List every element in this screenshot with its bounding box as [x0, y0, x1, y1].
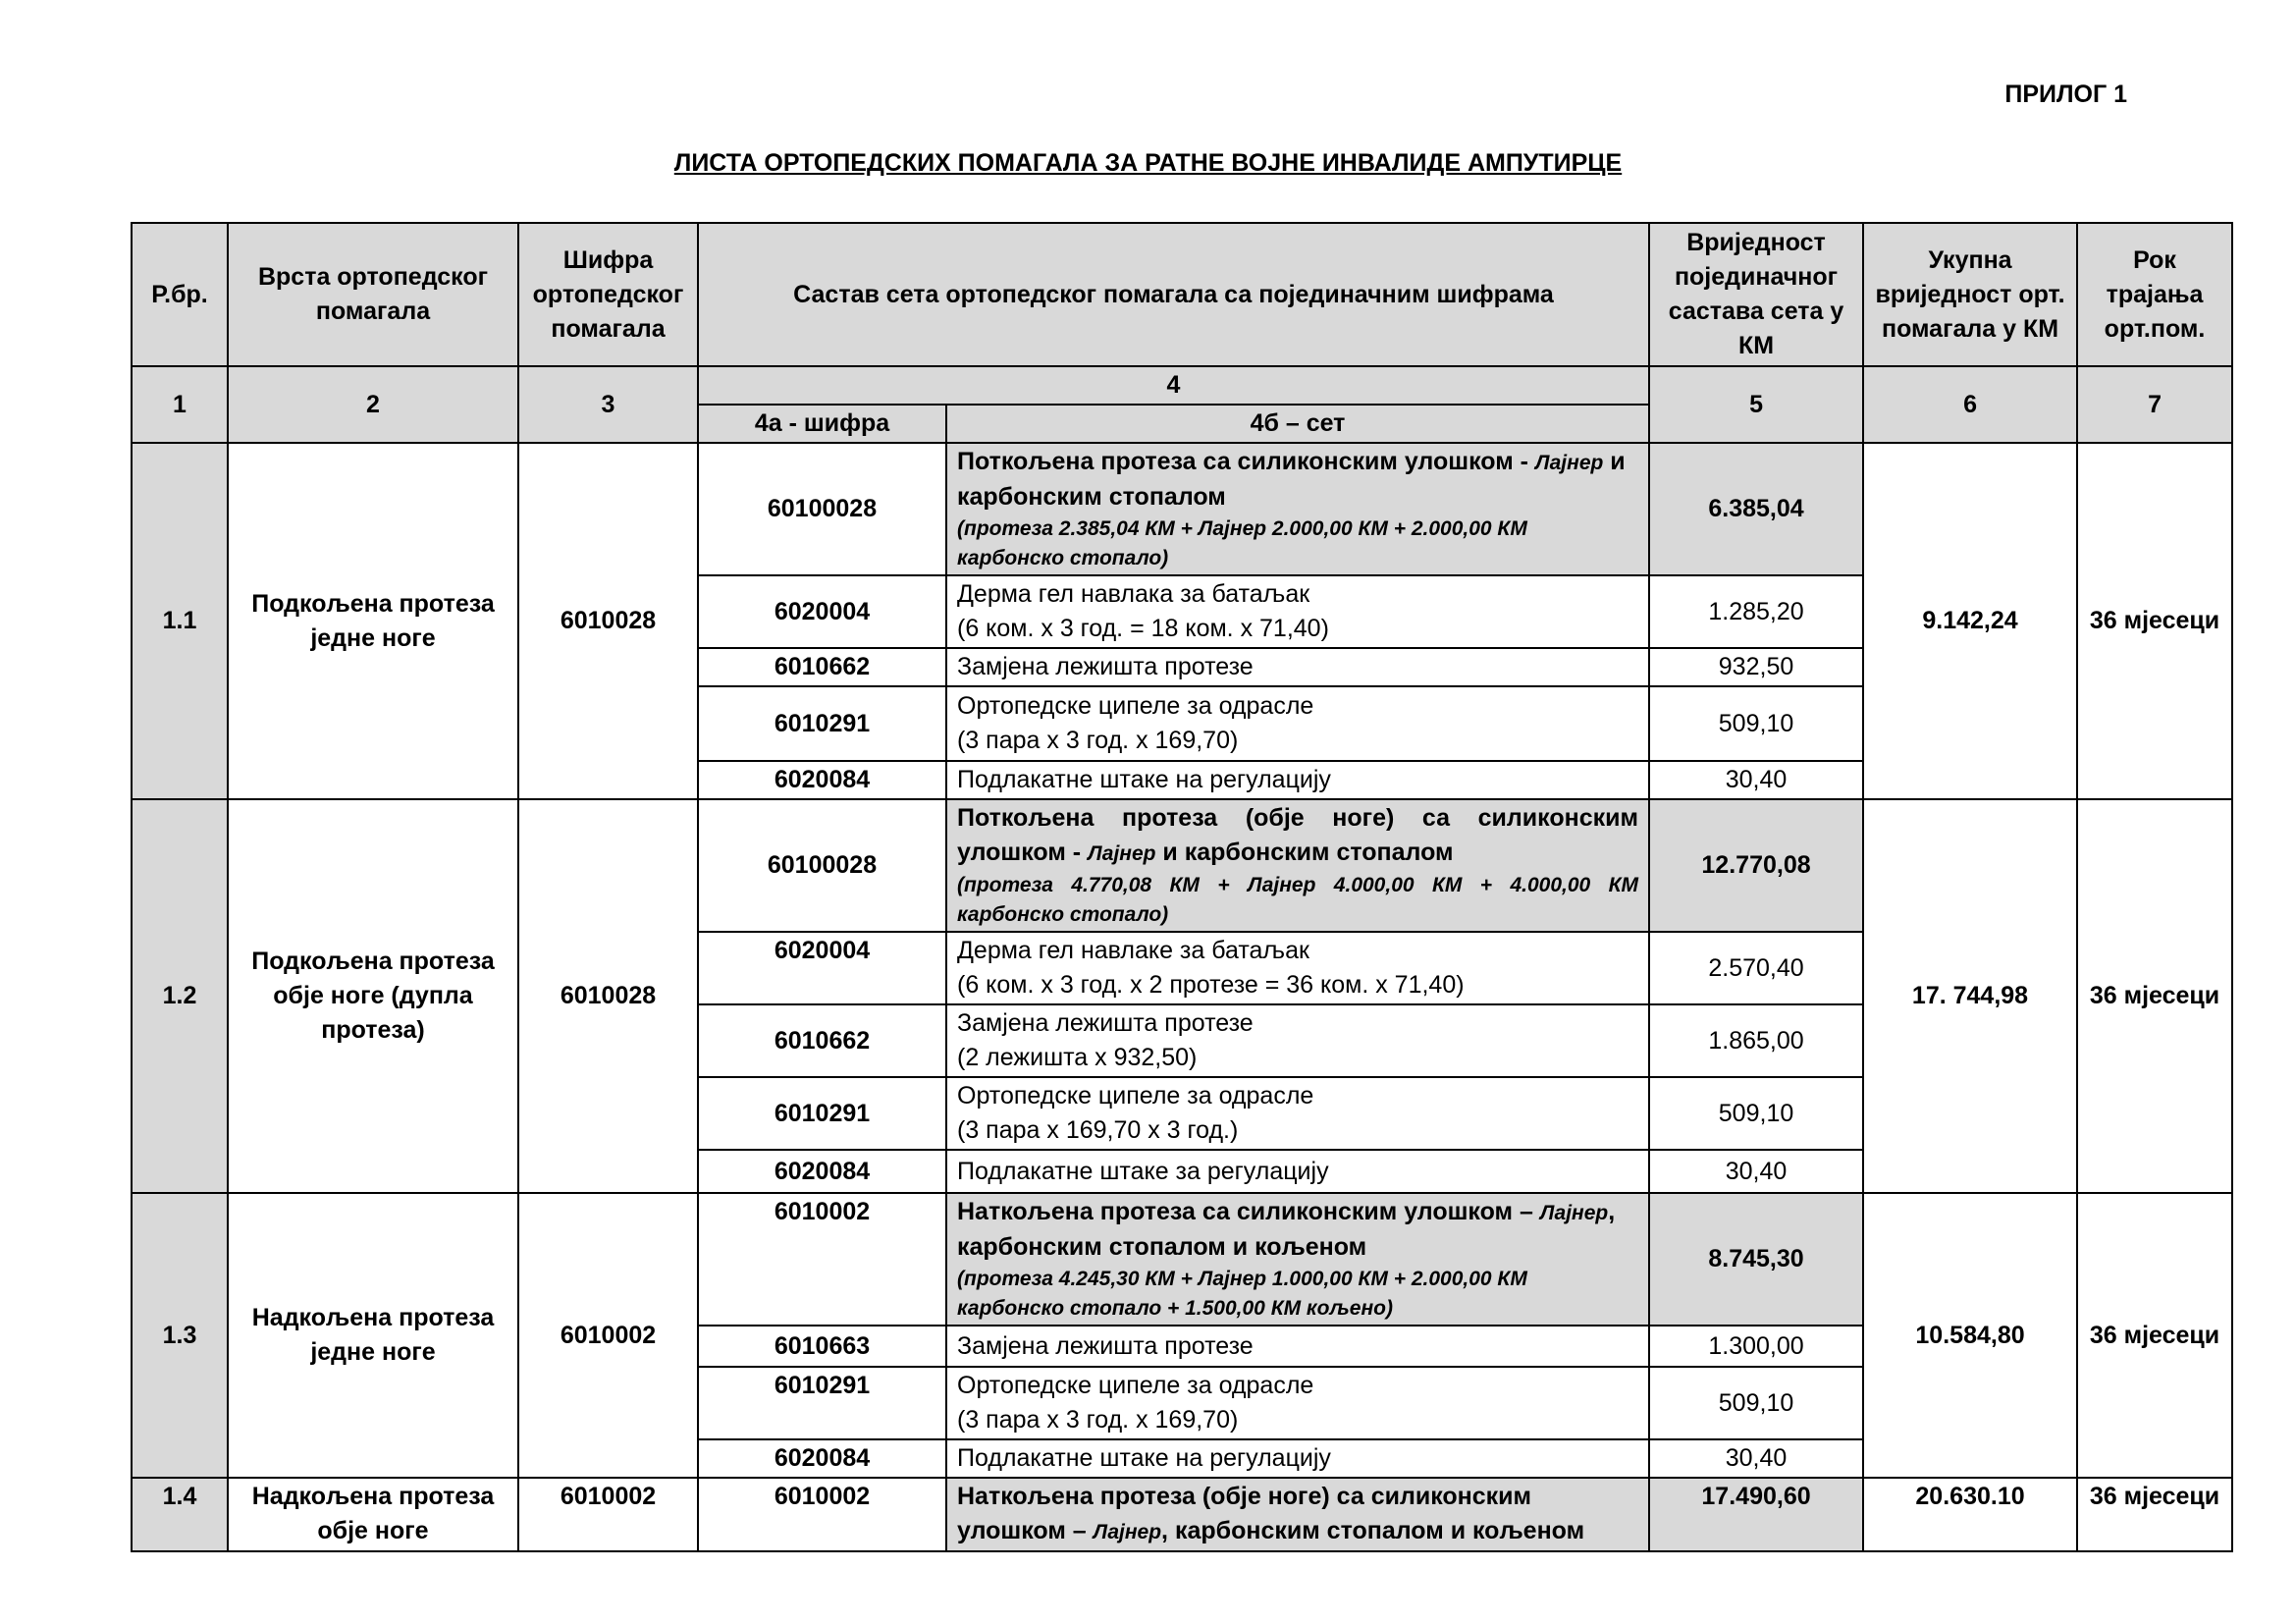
item-set	[946, 1478, 1649, 1551]
item-code: 6010002	[698, 1478, 946, 1551]
header-total: Укупна вриједност орт. помагала у КМ	[1863, 223, 2077, 366]
item-line-2: (6 ком. х 3 год. = 18 ком. х 71,40)	[957, 615, 1329, 642]
item-line-1: Ортопедске ципеле за одрасле	[957, 1082, 1314, 1110]
item-line-2: (3 пара х 3 год. х 169,70)	[957, 1406, 1239, 1434]
header-value: Вриједност појединачног састава сета у КМ	[1649, 223, 1863, 366]
liner-label: Лајнер	[1093, 1521, 1162, 1543]
header-sub-4b: 4б – сет	[946, 405, 1649, 443]
header-num-7: 7	[2077, 366, 2232, 443]
item-line-2: (6 ком. х 3 год. х 2 протезе = 36 ком. х 71,40)	[957, 971, 1465, 999]
item-value: 1.300,00	[1649, 1326, 1863, 1367]
aid-code: 6010002	[518, 1193, 698, 1478]
annex-label: ПРИЛОГ 1	[2004, 81, 2127, 108]
liner-label: Лајнер	[1088, 842, 1156, 865]
item-set-text-2: , карбонским стопалом и кољеном	[1161, 1517, 1585, 1544]
item-set: Подлакатне штаке за регулацију	[946, 1150, 1649, 1193]
duration: 36 мјесеци	[2077, 443, 2232, 799]
item-code: 6010291	[698, 1367, 946, 1439]
table-row	[132, 1478, 2232, 1551]
item-value: 17.490,60	[1649, 1478, 1863, 1551]
header-num-6: 6	[1863, 366, 2077, 443]
total-value: 9.142,24	[1863, 443, 2077, 799]
liner-label: Лајнер	[1534, 452, 1604, 474]
item-note: (протеза 4.770,08 КМ + Лајнер 4.000,00 КМ + 4.000,00 КМ карбонско стопало)	[957, 874, 1639, 926]
item-set: Подлакатне штаке на регулацију	[946, 761, 1649, 799]
duration: 36 мјесеци	[2077, 1193, 2232, 1478]
row-number: 1.1	[132, 443, 228, 799]
item-value: 6.385,04	[1649, 443, 1863, 575]
aid-type: Подкољена протеза једне ноге	[228, 443, 518, 799]
item-value: 509,10	[1649, 1077, 1863, 1150]
duration: 36 мјесеци	[2077, 1478, 2232, 1551]
item-value: 30,40	[1649, 1150, 1863, 1193]
item-set-text-2: и карбонским стопалом	[957, 448, 1626, 511]
item-code: 6020004	[698, 575, 946, 648]
header-composition: Састав сета ортопедског помагала са појединачним шифрама	[698, 223, 1649, 366]
table-row	[132, 799, 2232, 932]
total-value: 10.584,80	[1863, 1193, 2077, 1478]
duration: 36 мјесеци	[2077, 799, 2232, 1193]
item-code: 6020004	[698, 932, 946, 1004]
item-line-1: Замјена лежишта протезе	[957, 1009, 1254, 1037]
liner-label: Лајнер	[1539, 1202, 1609, 1224]
header-number-row	[132, 366, 2232, 405]
header-num-2: 2	[228, 366, 518, 443]
orthopedic-aids-table	[131, 222, 2233, 1552]
aid-code: 6010028	[518, 443, 698, 799]
item-line-1: Дерма гел навлаке за батаљак	[957, 937, 1309, 964]
aid-type: Подкољена протеза обје ноге (дупла протеза)	[228, 799, 518, 1193]
item-line-2: (2 лежишта х 932,50)	[957, 1044, 1198, 1071]
header-num-3: 3	[518, 366, 698, 443]
aid-code: 6010028	[518, 799, 698, 1193]
item-code: 6010662	[698, 1004, 946, 1077]
item-set	[946, 932, 1649, 1004]
header-duration: Рок трајања орт.пом.	[2077, 223, 2232, 366]
header-num-4: 4	[698, 366, 1649, 405]
item-code: 6010663	[698, 1326, 946, 1367]
header-num-1: 1	[132, 366, 228, 443]
item-set	[946, 1077, 1649, 1150]
aid-code: 6010002	[518, 1478, 698, 1551]
item-note: (протеза 4.245,30 КМ + Лајнер 1.000,00 КМ + 2.000,00 КМ карбонско стопало + 1.500,00 КМ кољено)	[957, 1268, 1527, 1320]
item-set: Замјена лежишта протезе	[946, 648, 1649, 686]
item-code: 6010291	[698, 1077, 946, 1150]
item-line-1: Ортопедске ципеле за одрасле	[957, 1372, 1314, 1399]
item-value: 30,40	[1649, 761, 1863, 799]
item-line-2: (3 пара х 3 год. х 169,70)	[957, 727, 1239, 754]
item-code: 60100028	[698, 799, 946, 932]
header-num-5: 5	[1649, 366, 1863, 443]
item-value: 1.865,00	[1649, 1004, 1863, 1077]
item-code: 6020084	[698, 1439, 946, 1478]
item-set: Подлакатне штаке на регулацију	[946, 1439, 1649, 1478]
row-number: 1.2	[132, 799, 228, 1193]
item-value: 30,40	[1649, 1439, 1863, 1478]
item-set-text: Наткољена протеза са силиконским улошком –	[957, 1198, 1540, 1225]
header-sub-4a: 4а - шифра	[698, 405, 946, 443]
header-type: Врста ортопедског помагала	[228, 223, 518, 366]
item-set	[946, 443, 1649, 575]
header-rbr: Р.бр.	[132, 223, 228, 366]
item-value: 8.745,30	[1649, 1193, 1863, 1326]
item-value: 2.570,40	[1649, 932, 1863, 1004]
item-line-1: Ортопедске ципеле за одрасле	[957, 692, 1314, 720]
item-value: 509,10	[1649, 686, 1863, 761]
item-set-text: Поткољена протеза са силиконским улошком -	[957, 448, 1535, 475]
row-number: 1.4	[132, 1478, 228, 1551]
item-value: 1.285,20	[1649, 575, 1863, 648]
item-code: 6020084	[698, 761, 946, 799]
item-code: 6010002	[698, 1193, 946, 1326]
document-title: ЛИСТА ОРТОПЕДСКИХ ПОМАГАЛА ЗА РАТНЕ ВОЈНЕ ИНВАЛИДЕ АМПУТИРЦЕ	[673, 149, 1623, 177]
table-row	[132, 443, 2232, 575]
item-set	[946, 1004, 1649, 1077]
item-set-text-2: и карбонским стопалом	[1155, 839, 1454, 866]
item-set	[946, 686, 1649, 761]
total-value: 20.630.10	[1863, 1478, 2077, 1551]
item-set: Замјена лежишта протезе	[946, 1326, 1649, 1367]
item-set	[946, 1367, 1649, 1439]
header-code: Шифра ортопедског помагала	[518, 223, 698, 366]
item-set-text: Поткољена протеза (обје ноге) са силиконским улошком -	[957, 804, 1639, 866]
aid-type: Надкољена протеза обје ноге	[228, 1478, 518, 1551]
item-value: 509,10	[1649, 1367, 1863, 1439]
item-line-1: Дерма гел навлака за батаљак	[957, 580, 1310, 608]
item-set	[946, 575, 1649, 648]
row-number: 1.3	[132, 1193, 228, 1478]
item-code: 6010662	[698, 648, 946, 686]
item-code: 6020084	[698, 1150, 946, 1193]
item-value: 932,50	[1649, 648, 1863, 686]
item-code: 60100028	[698, 443, 946, 575]
item-note: (протеза 2.385,04 КМ + Лајнер 2.000,00 КМ + 2.000,00 КМ карбонско стопало)	[957, 517, 1527, 569]
item-line-2: (3 пара х 169,70 х 3 год.)	[957, 1116, 1239, 1144]
header-row	[132, 223, 2232, 366]
aid-type: Надкољена протеза једне ноге	[228, 1193, 518, 1478]
table-row	[132, 1193, 2232, 1326]
item-set-text: Наткољена протеза (обје ноге) са силиконским улошком –	[957, 1483, 1532, 1544]
item-value: 12.770,08	[1649, 799, 1863, 932]
item-set	[946, 799, 1649, 932]
item-set	[946, 1193, 1649, 1326]
total-value: 17. 744,98	[1863, 799, 2077, 1193]
item-set-text-2: , карбонским стопалом и кољеном	[957, 1198, 1616, 1261]
item-code: 6010291	[698, 686, 946, 761]
